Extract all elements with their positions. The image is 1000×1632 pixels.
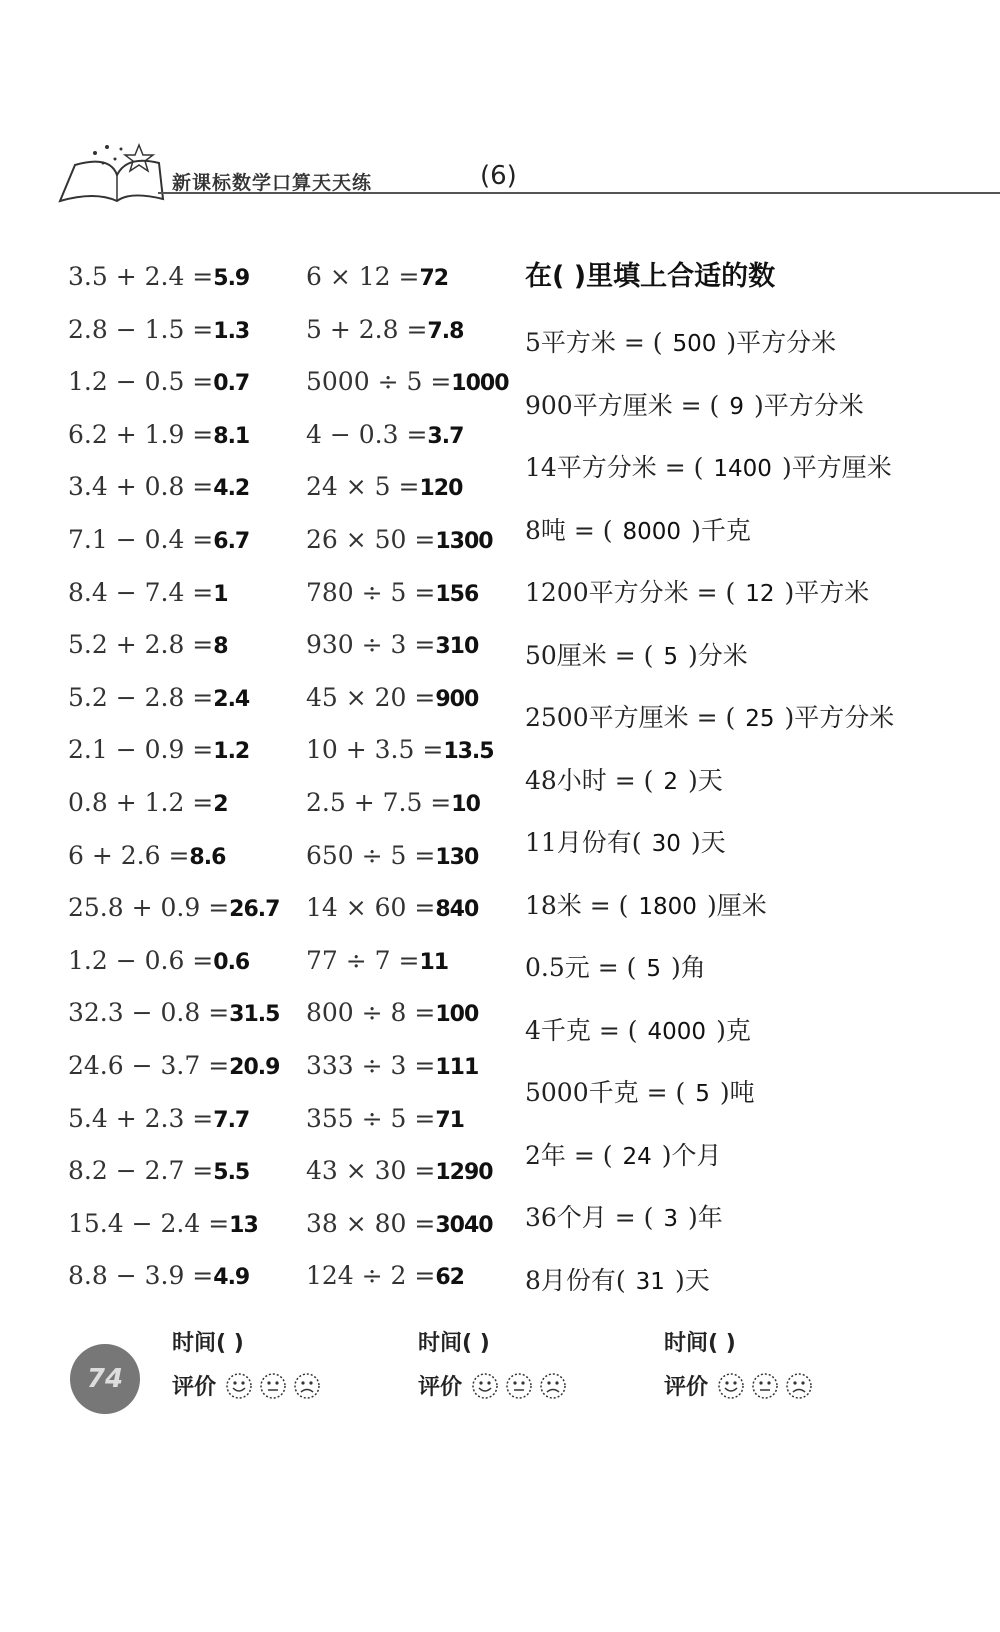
calc-row <box>306 1261 509 1314</box>
calc-expression: 45 × 20 = <box>306 682 436 712</box>
calc-answer: 1 <box>213 581 228 607</box>
fill-items <box>525 328 894 1328</box>
calc-answer: 13.5 <box>443 739 494 765</box>
calc-row <box>68 1261 279 1314</box>
calc-row <box>306 525 509 578</box>
calc-expression: 780 ÷ 5 = <box>306 577 436 607</box>
fill-row <box>525 391 894 454</box>
calc-expression: 6 + 2.6 = <box>68 840 190 870</box>
rating-label: 评价 <box>172 1375 217 1400</box>
calc-answer: 156 <box>435 581 479 607</box>
calc-expression: 43 × 30 = <box>306 1156 436 1186</box>
calc-expression: 6 × 12 = <box>306 262 420 291</box>
calc-answer: 8.6 <box>189 844 226 870</box>
calc-answer: 0.7 <box>213 371 250 397</box>
fill-text: 8吨 = ( <box>525 515 613 545</box>
fill-answer: 30 <box>651 831 681 857</box>
fill-answer: 5 <box>646 956 661 982</box>
calc-answer: 7.7 <box>213 1107 250 1133</box>
calc-answer: 1300 <box>435 528 493 554</box>
calc-answer: 4.2 <box>213 476 250 502</box>
fill-text: )天 <box>688 765 723 795</box>
calc-expression: 2.8 − 1.5 = <box>68 314 214 344</box>
calc-row <box>306 262 509 315</box>
calc-row <box>306 367 509 420</box>
calc-expression: 5.4 + 2.3 = <box>68 1103 214 1133</box>
calc-answer: 111 <box>435 1054 479 1080</box>
fill-text: 1200平方分米 = ( <box>525 578 736 607</box>
rating-row <box>172 1370 326 1401</box>
smile-face-icon <box>224 1371 254 1401</box>
fill-text: 4千克 = ( <box>525 1015 638 1045</box>
calc-expression: 2.5 + 7.5 = <box>306 787 452 817</box>
calc-expression: 5 + 2.8 = <box>306 314 428 344</box>
rating-row <box>664 1370 818 1401</box>
calc-row <box>68 841 279 894</box>
calc-answer: 20.9 <box>229 1054 280 1080</box>
calc-row <box>68 420 279 473</box>
calc-answer: 3040 <box>435 1212 493 1238</box>
calc-answer: 5.9 <box>213 266 250 291</box>
fill-row <box>525 578 894 641</box>
calc-row <box>68 1051 279 1104</box>
calc-answer: 6.7 <box>213 528 250 554</box>
calc-row <box>68 735 279 788</box>
eval-block-1 <box>172 1318 392 1428</box>
calc-row <box>306 1209 509 1262</box>
calc-row <box>306 1104 509 1157</box>
calc-expression: 14 × 60 = <box>306 893 436 923</box>
fill-answer: 4000 <box>647 1018 707 1045</box>
fill-answer: 9 <box>729 393 744 420</box>
calc-answer: 31.5 <box>229 1002 280 1028</box>
calc-expression: 2.1 − 0.9 = <box>68 735 214 765</box>
fill-answer: 31 <box>635 1268 665 1295</box>
fill-answer: 12 <box>745 581 775 607</box>
calc-expression: 24 × 5 = <box>306 472 420 502</box>
calc-expression: 3.5 + 2.4 = <box>68 262 214 291</box>
fill-answer: 8000 <box>622 518 682 545</box>
calc-expression: 25.8 + 0.9 = <box>68 893 230 923</box>
fill-text: )平方分米 <box>726 328 837 357</box>
calc-expression: 77 ÷ 7 = <box>306 945 420 975</box>
time-label: 时间( ) <box>172 1331 244 1356</box>
fill-row <box>525 328 894 391</box>
fill-row <box>525 453 894 516</box>
fill-text: 50厘米 = ( <box>525 640 654 670</box>
calc-answer: 1.2 <box>213 739 250 765</box>
fill-text: 14平方分米 = ( <box>525 453 704 482</box>
rating-label: 评价 <box>418 1375 463 1400</box>
calc-answer: 1290 <box>435 1160 493 1186</box>
calc-row <box>306 420 509 473</box>
rating-row <box>418 1370 572 1401</box>
fill-row <box>525 1141 894 1204</box>
calc-expression: 5.2 − 2.8 = <box>68 682 214 712</box>
calc-answer: 0.6 <box>213 949 250 975</box>
calc-expression: 10 + 3.5 = <box>306 735 444 765</box>
calc-answer: 71 <box>435 1107 464 1133</box>
calc-expression: 7.1 − 0.4 = <box>68 524 214 554</box>
eval-block-3 <box>664 1318 884 1428</box>
calc-expression: 1.2 − 0.5 = <box>68 367 214 397</box>
calc-row <box>306 1156 509 1209</box>
calc-answer: 4.9 <box>213 1265 250 1291</box>
calc-answer: 840 <box>435 897 479 923</box>
calc-row <box>306 1051 509 1104</box>
fill-text: )平方分米 <box>784 703 895 732</box>
calc-row <box>306 315 509 368</box>
calc-row <box>68 367 279 420</box>
fill-text: 5000千克 = ( <box>525 1078 686 1107</box>
fill-answer: 500 <box>672 331 717 357</box>
calc-expression: 333 ÷ 3 = <box>306 1050 436 1080</box>
fill-row <box>525 1078 894 1141</box>
page-number-badge: 74 <box>70 1344 140 1414</box>
exercise-number: (6) <box>480 161 517 191</box>
fill-answer: 5 <box>663 643 679 670</box>
calc-row <box>68 1104 279 1157</box>
rating-faces <box>470 1371 572 1401</box>
calc-row <box>68 788 279 841</box>
calc-row <box>306 735 509 788</box>
fill-answer: 1800 <box>638 893 697 920</box>
calc-row <box>68 1209 279 1262</box>
fill-row <box>525 766 894 829</box>
calc-answer: 5.5 <box>213 1160 250 1186</box>
calc-column-a <box>68 262 279 1314</box>
header-title: 新课标数学口算天天练 <box>172 172 373 194</box>
calc-row <box>306 683 509 736</box>
fill-text: )分米 <box>688 640 748 670</box>
calc-row <box>306 788 509 841</box>
calc-row <box>68 578 279 631</box>
calc-row <box>306 946 509 999</box>
calc-answer: 13 <box>229 1212 258 1238</box>
fill-answer: 5 <box>695 1081 710 1107</box>
fill-text: 18米 = ( <box>525 890 629 920</box>
calc-answer: 900 <box>435 686 479 712</box>
fill-row <box>525 1203 894 1266</box>
fill-answer: 3 <box>663 1206 679 1232</box>
calc-expression: 124 ÷ 2 = <box>306 1261 436 1291</box>
calc-expression: 4 − 0.3 = <box>306 419 428 449</box>
fill-answer: 1400 <box>713 456 772 482</box>
calc-expression: 355 ÷ 5 = <box>306 1103 436 1133</box>
fill-text: )吨 <box>719 1078 755 1107</box>
time-label: 时间( ) <box>418 1331 490 1356</box>
fill-row <box>525 641 894 704</box>
smile-face-icon <box>470 1371 500 1401</box>
fill-text: 36个月 = ( <box>525 1203 654 1232</box>
calc-expression: 38 × 80 = <box>306 1208 436 1238</box>
calc-row <box>68 472 279 525</box>
calc-expression: 6.2 + 1.9 = <box>68 419 214 449</box>
calc-answer: 10 <box>451 791 480 817</box>
calc-answer: 1.3 <box>213 318 250 344</box>
fill-row <box>525 1016 894 1079</box>
fill-column <box>525 262 894 1328</box>
calc-row <box>68 683 279 736</box>
calc-expression: 650 ÷ 5 = <box>306 840 436 870</box>
page-footer <box>0 1318 1000 1458</box>
calc-row <box>306 998 509 1051</box>
calc-row <box>68 262 279 315</box>
fill-text: )年 <box>688 1203 723 1232</box>
fill-text: )平方分米 <box>753 390 864 420</box>
calc-expression: 15.4 − 2.4 = <box>68 1208 230 1238</box>
calc-expression: 5.2 + 2.8 = <box>68 630 214 660</box>
fill-text: )天 <box>690 828 726 857</box>
page-header <box>50 135 1000 205</box>
fill-text: 5平方米 = ( <box>525 328 663 357</box>
calc-answer: 62 <box>435 1265 464 1291</box>
sad-face-icon <box>292 1371 322 1401</box>
fill-text: )克 <box>716 1015 751 1045</box>
calc-expression: 26 × 50 = <box>306 524 436 554</box>
calc-answer: 8 <box>213 634 228 660</box>
fill-text: 2年 = ( <box>525 1140 613 1170</box>
calc-row <box>68 525 279 578</box>
fill-text: 11月份有( <box>525 828 642 857</box>
fill-row <box>525 953 894 1016</box>
calc-expression: 1.2 − 0.6 = <box>68 945 214 975</box>
header-divider <box>158 192 1000 194</box>
calc-expression: 8.4 − 7.4 = <box>68 577 214 607</box>
calc-row <box>68 998 279 1051</box>
fill-row <box>525 516 894 579</box>
calc-row <box>306 893 509 946</box>
fill-text: 2500平方厘米 = ( <box>525 703 736 732</box>
fill-text: 48小时 = ( <box>525 765 654 795</box>
fill-row <box>525 891 894 954</box>
neutral-face-icon <box>504 1371 534 1401</box>
fill-text: 8月份有( <box>525 1265 626 1295</box>
fill-answer: 25 <box>745 706 775 732</box>
calc-expression: 800 ÷ 8 = <box>306 998 436 1028</box>
fill-text: 0.5元 = ( <box>525 953 637 982</box>
calc-expression: 8.2 − 2.7 = <box>68 1156 214 1186</box>
calc-row <box>306 630 509 683</box>
fill-text: )平方厘米 <box>781 453 892 482</box>
fill-answer: 2 <box>663 768 679 795</box>
fill-row <box>525 703 894 766</box>
calc-expression: 24.6 − 3.7 = <box>68 1050 230 1080</box>
calc-expression: 5000 ÷ 5 = <box>306 367 452 397</box>
calc-answer: 7.8 <box>427 318 464 344</box>
rating-label: 评价 <box>664 1375 709 1400</box>
fill-answer: 24 <box>622 1143 652 1170</box>
calc-answer: 120 <box>419 476 463 502</box>
fill-text: )千克 <box>691 515 751 545</box>
calc-column-b <box>306 262 509 1314</box>
calc-row <box>306 841 509 894</box>
calc-answer: 72 <box>419 266 449 291</box>
calc-expression: 32.3 − 0.8 = <box>68 998 230 1028</box>
fill-text: 900平方厘米 = ( <box>525 390 720 420</box>
book-star-icon <box>55 135 165 205</box>
calc-expression: 8.8 − 3.9 = <box>68 1261 214 1291</box>
calc-answer: 2 <box>213 791 228 817</box>
calc-answer: 11 <box>419 949 449 975</box>
eval-block-2 <box>418 1318 638 1428</box>
neutral-face-icon <box>258 1371 288 1401</box>
rating-faces <box>716 1371 818 1401</box>
calc-row <box>68 893 279 946</box>
calc-row <box>68 315 279 368</box>
calc-answer: 1000 <box>451 371 509 397</box>
fill-text: )个月 <box>661 1140 722 1170</box>
sad-face-icon <box>538 1371 568 1401</box>
fill-text: )厘米 <box>706 890 767 920</box>
calc-row <box>68 1156 279 1209</box>
calc-answer: 26.7 <box>229 897 280 923</box>
calc-row <box>68 630 279 683</box>
calc-answer: 2.4 <box>213 686 250 712</box>
time-label: 时间( ) <box>664 1331 736 1356</box>
calc-answer: 100 <box>435 1002 479 1028</box>
calc-answer: 130 <box>435 844 479 870</box>
calc-row <box>68 946 279 999</box>
fill-row <box>525 828 894 891</box>
sad-face-icon <box>784 1371 814 1401</box>
rating-faces <box>224 1371 326 1401</box>
fill-text: )天 <box>674 1265 710 1295</box>
fill-text: )平方米 <box>784 578 870 607</box>
neutral-face-icon <box>750 1371 780 1401</box>
calc-row <box>306 578 509 631</box>
calc-row <box>306 472 509 525</box>
calc-answer: 310 <box>435 634 479 660</box>
fill-text: )角 <box>671 953 706 982</box>
calc-expression: 0.8 + 1.2 = <box>68 787 214 817</box>
smile-face-icon <box>716 1371 746 1401</box>
calc-expression: 3.4 + 0.8 = <box>68 472 214 502</box>
calc-answer: 8.1 <box>213 423 250 449</box>
calc-expression: 930 ÷ 3 = <box>306 630 436 660</box>
section-title: 在( )里填上合适的数 <box>525 261 776 292</box>
calc-answer: 3.7 <box>427 423 464 449</box>
